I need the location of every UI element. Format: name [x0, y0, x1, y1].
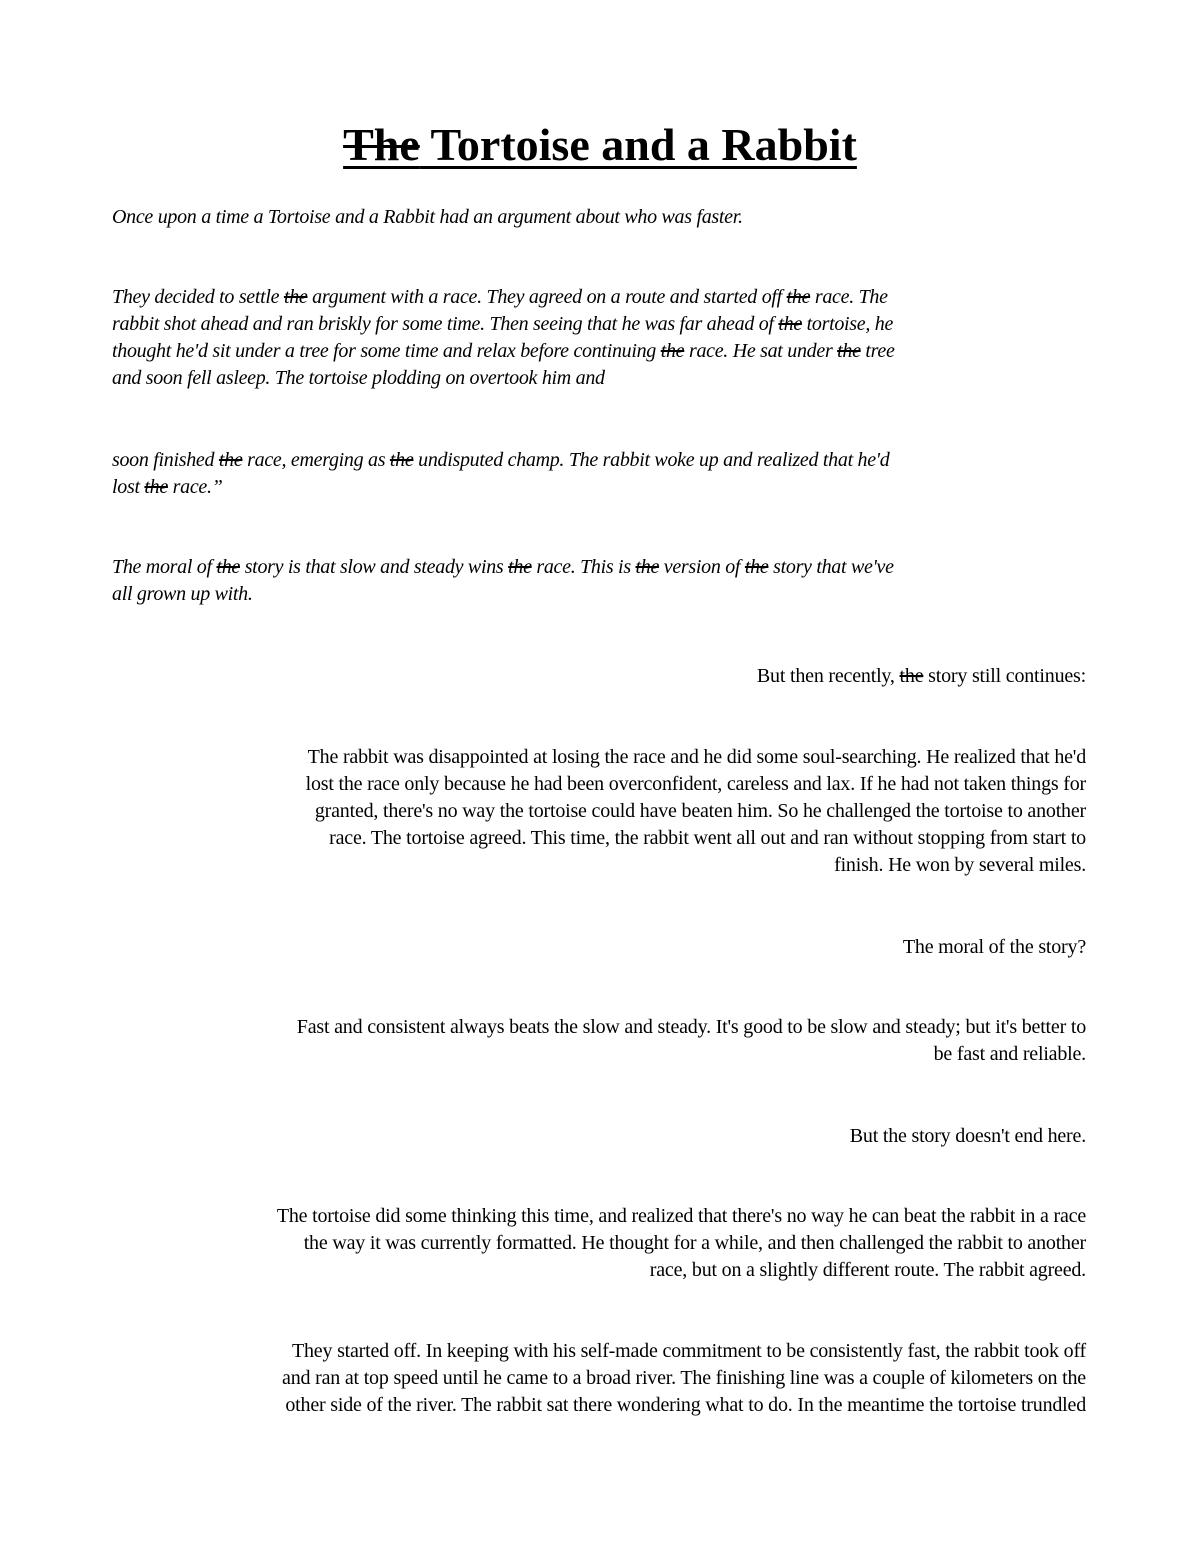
text-line: But the story doesn't end here.	[849, 1125, 1086, 1147]
struck-word: the	[508, 556, 532, 578]
paragraph-5	[86, 663, 1086, 690]
text-line: Fast and consistent always beats the slow and steady. It's good to be slow and steady; but it's better to	[296, 1016, 1086, 1038]
text-run: race, emerging as	[242, 449, 390, 471]
text-run: They decided to settle	[112, 286, 284, 308]
text-run: race. He sat under	[684, 340, 838, 362]
text-line: The tortoise did some thinking this time, and realized that there's no way he can beat the rabbit in a race	[276, 1205, 1086, 1227]
struck-word: the	[660, 340, 685, 362]
text-line	[112, 554, 1092, 581]
text-line: race. The tortoise agreed. This time, the rabbit went all out and ran without stopping from start to	[329, 827, 1086, 849]
paragraph-11	[86, 1338, 1086, 1419]
struck-word: the	[216, 556, 240, 578]
text-line: be fast and reliable.	[933, 1043, 1086, 1065]
text-run: The moral of	[112, 556, 217, 578]
text-line: and soon fell asleep. The tortoise plodding on overtook him and	[112, 367, 605, 389]
paragraph-7	[86, 934, 1086, 961]
text-run: argument with a race. They agreed on a route and started off	[307, 286, 787, 308]
text-run: soon finished	[112, 449, 219, 471]
text-line: race, but on a slightly different route. The rabbit agreed.	[649, 1259, 1086, 1281]
text-line: lost the race only because he had been overconfident, careless and lax. If he had not taken things for	[305, 773, 1086, 795]
text-line: and ran at top speed until he came to a broad river. The finishing line was a couple of kilometers on the	[282, 1367, 1086, 1389]
text-run: race. This is	[531, 556, 636, 578]
text-run: story that we've	[768, 556, 894, 578]
text-line: The rabbit was disappointed at losing the race and he did some soul-searching. He realized that he'd	[307, 746, 1086, 768]
text-line: Once upon a time a Tortoise and a Rabbit had an argument about who was faster.	[112, 206, 743, 228]
text-line: finish. He won by several miles.	[834, 854, 1086, 876]
text-run: rabbit shot ahead and ran briskly for some time. Then seeing that he was far ahead of	[112, 313, 779, 335]
paragraph-2	[112, 284, 1092, 392]
struck-word: the	[635, 556, 660, 578]
text-run: story still continues:	[923, 665, 1086, 687]
text-line: all grown up with.	[112, 583, 253, 605]
text-run: version of	[659, 556, 745, 578]
text-line	[112, 447, 1092, 474]
struck-word: the	[283, 286, 308, 308]
text-run: story is that slow and steady wins	[240, 556, 509, 578]
title-text: Tortoise and a Rabbit	[419, 119, 857, 170]
text-line	[112, 338, 1092, 365]
text-line: other side of the river. The rabbit sat there wondering what to do. In the meantime the tortoise trundled	[285, 1394, 1086, 1416]
text-run: race. The	[810, 286, 888, 308]
text-run: race.”	[167, 476, 223, 498]
text-run: tree	[860, 340, 895, 362]
struck-word: the	[786, 286, 811, 308]
paragraph-1	[112, 204, 1092, 231]
text-run: lost	[112, 476, 145, 498]
text-run: undisputed champ. The rabbit woke up and realized that he'd	[413, 449, 890, 471]
text-line: the way it was currently formatted. He thought for a while, and then challenged the rabbit to another	[303, 1232, 1086, 1254]
paragraph-8	[86, 1014, 1086, 1068]
struck-word: the	[144, 476, 168, 498]
struck-word: the	[778, 313, 802, 335]
text-line	[112, 311, 1092, 338]
text-line	[86, 663, 1086, 690]
struck-word: the	[389, 449, 414, 471]
paragraph-4	[112, 554, 1092, 608]
text-run: tortoise, he	[801, 313, 894, 335]
title-struck-word: The	[343, 119, 420, 170]
text-line	[112, 474, 1092, 501]
paragraph-10	[86, 1203, 1086, 1284]
paragraph-3	[112, 447, 1092, 501]
struck-word: the	[899, 665, 924, 687]
text-line: They started off. In keeping with his self-made commitment to be consistently fast, the rabbit took off	[291, 1340, 1086, 1362]
text-line: The moral of the story?	[902, 936, 1086, 958]
text-line: granted, there's no way the tortoise could have beaten him. So he challenged the tortoise to another	[314, 800, 1086, 822]
struck-word: the	[837, 340, 861, 362]
paragraph-6	[86, 744, 1086, 879]
text-run: But then recently,	[756, 665, 900, 687]
text-run: thought he'd sit under a tree for some time and relax before continuing	[112, 340, 661, 362]
text-line	[112, 284, 1092, 311]
paragraph-9	[86, 1123, 1086, 1150]
struck-word: the	[744, 556, 769, 578]
title-underline	[343, 119, 857, 170]
struck-word: the	[218, 449, 243, 471]
page-title	[0, 113, 1200, 177]
